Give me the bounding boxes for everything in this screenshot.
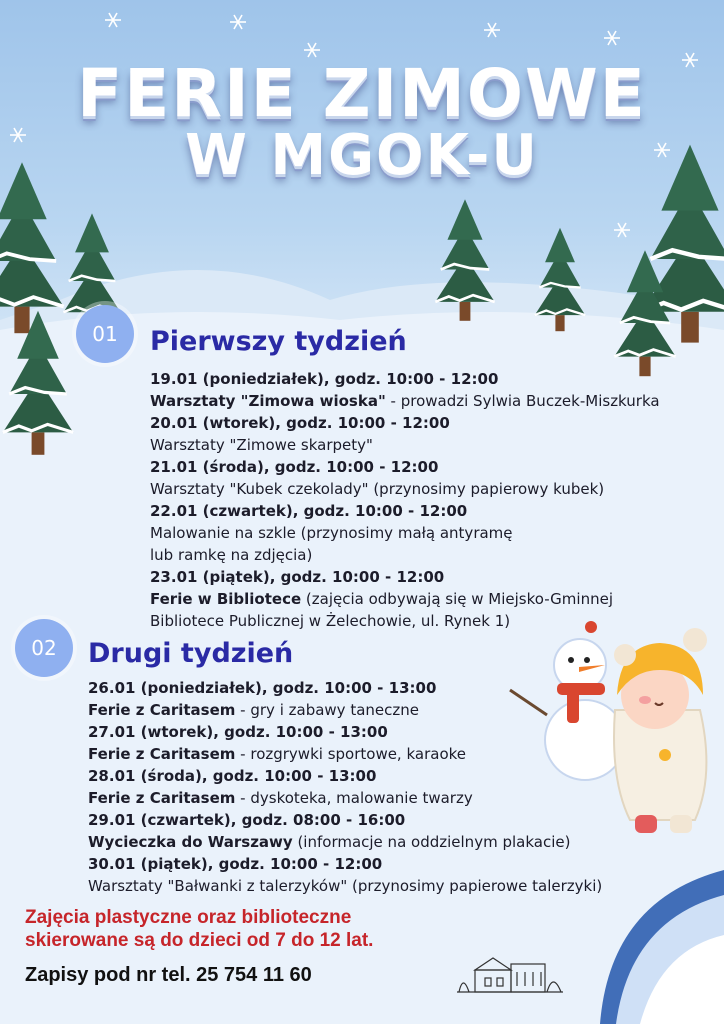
entry-detail: Warsztaty "Bałwanki z talerzyków" (przynosimy papierowe talerzyki): [88, 877, 603, 895]
entry-date: 20.01 (wtorek), godz. 10:00 - 12:00: [150, 414, 450, 432]
snowman-and-child-illustration: [505, 615, 720, 845]
entry-date: 19.01 (poniedziałek), godz. 10:00 - 12:00: [150, 370, 499, 388]
entry-detail: Malowanie na szkle (przynosimy małą antyramę: [150, 524, 513, 542]
week-heading: Pierwszy tydzień: [150, 326, 407, 357]
entry-description: [150, 434, 660, 456]
entry-description: [150, 522, 660, 544]
entry-date: 30.01 (piątek), godz. 10:00 - 12:00: [88, 855, 383, 873]
child-in-winter-coat-icon: [614, 628, 707, 833]
snowman-icon: [510, 621, 625, 780]
entry-date: 28.01 (środa), godz. 10:00 - 13:00: [88, 767, 377, 785]
age-note: [25, 906, 373, 952]
poster-title-line-2: W MGOK-U: [185, 123, 539, 188]
entry-description: [150, 478, 660, 500]
entry-date: 23.01 (piątek), godz. 10:00 - 12:00: [150, 568, 445, 586]
entry-date: 21.01 (środa), godz. 10:00 - 12:00: [150, 458, 439, 476]
entry-description: [150, 544, 660, 566]
entry-detail: Warsztaty "Kubek czekolady" (przynosimy papierowy kubek): [150, 480, 605, 498]
entry-detail: - gry i zabawy taneczne: [235, 701, 419, 719]
entry-description: [88, 875, 602, 897]
entry-detail: - rozgrywki sportowe, karaoke: [235, 745, 467, 763]
entry-title: Ferie z Caritasem: [88, 701, 236, 719]
entry-description: [150, 390, 660, 412]
entry-title: Wycieczka do Warszawy: [88, 833, 293, 851]
entry-detail: lub ramkę na zdjęcia): [150, 546, 313, 564]
registration-phone: Zapisy pod nr tel. 25 754 11 60: [25, 964, 312, 986]
entry-date: 27.01 (wtorek), godz. 10:00 - 13:00: [88, 723, 388, 741]
entry-detail: (informacje na oddzielnym plakacie): [292, 833, 571, 851]
age-note-line-1: Zajęcia plastyczne oraz biblioteczne: [25, 907, 352, 928]
entry-detail: Bibliotece Publicznej w Żelechowie, ul. Rynek 1): [150, 612, 511, 630]
week-heading: Drugi tydzień: [88, 638, 294, 669]
entry-detail: (zajęcia odbywają się w Miejsko-Gminnej: [301, 590, 613, 608]
building-sketch-icon: [455, 948, 565, 998]
entry-date: 29.01 (czwartek), godz. 08:00 - 16:00: [88, 811, 406, 829]
entry-detail: Warsztaty "Zimowe skarpety": [150, 436, 373, 454]
entry-title: Warsztaty "Zimowa wioska": [150, 392, 386, 410]
poster-title-line-1: FERIE ZIMOWE: [77, 55, 647, 132]
entry-date: 26.01 (poniedziałek), godz. 10:00 - 13:00: [88, 679, 437, 697]
week-number-badge: 02: [15, 619, 73, 677]
entry-title: Ferie w Bibliotece: [150, 590, 302, 608]
entry-date: 22.01 (czwartek), godz. 10:00 - 12:00: [150, 502, 468, 520]
week-number-badge: 01: [76, 305, 134, 363]
week-1-schedule: [150, 368, 660, 632]
age-note-line-2: skierowane są do dzieci od 7 do 12 lat.: [25, 930, 374, 951]
entry-title: Ferie z Caritasem: [88, 745, 236, 763]
entry-detail: - prowadzi Sylwia Buczek-Miszkurka: [385, 392, 660, 410]
entry-title: Ferie z Caritasem: [88, 789, 236, 807]
entry-detail: - dyskoteka, malowanie twarzy: [235, 789, 473, 807]
entry-description: [150, 588, 660, 610]
